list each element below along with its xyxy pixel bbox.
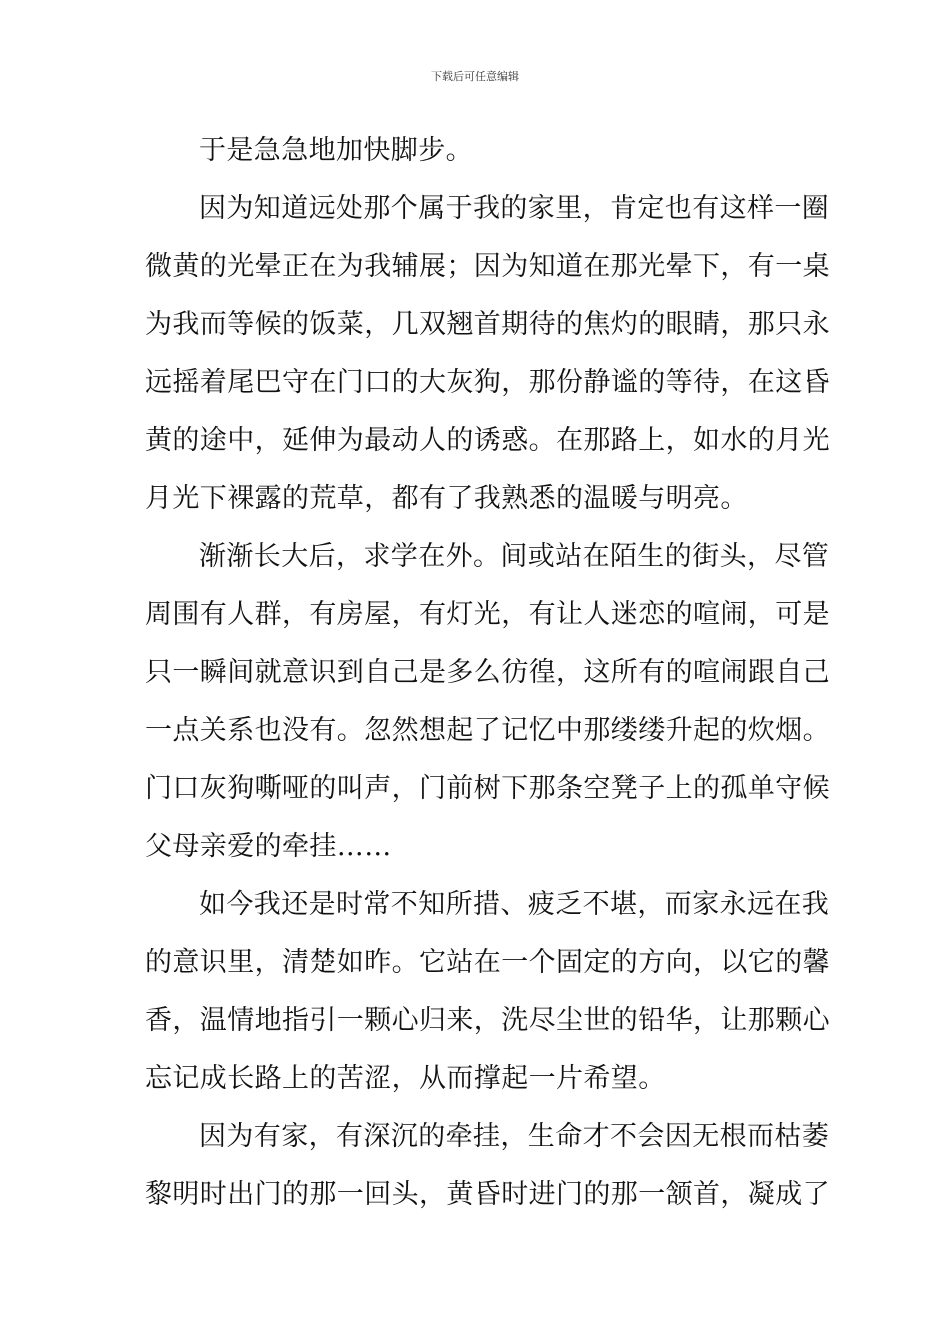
- text-line: 黄的途中，延伸为最动人的诱惑。在那路上，如水的月光: [145, 425, 830, 456]
- paragraph: [145, 528, 830, 876]
- text-line: 因为有家，有深沉的牵挂，生命才不会因无根而枯萎: [199, 1121, 830, 1152]
- text-line: 周围有人群，有房屋，有灯光，有让人迷恋的喧闹，可是: [145, 599, 830, 630]
- text-line: 父母亲爱的牵挂……: [145, 831, 392, 862]
- paragraph: [145, 876, 830, 1108]
- paragraph: [145, 180, 830, 528]
- text-line: 黎明时出门的那一回头，黄昏时进门的那一颔首，凝成了: [145, 1179, 830, 1210]
- document-body: [145, 122, 830, 1224]
- text-line: 的意识里，清楚如昨。它站在一个固定的方向，以它的馨: [145, 947, 830, 978]
- text-line: 微黄的光晕正在为我辅展；因为知道在那光晕下，有一桌: [145, 251, 830, 282]
- text-line: 只一瞬间就意识到自己是多么彷徨，这所有的喧闹跟自己: [145, 657, 830, 688]
- text-line: 月光下裸露的荒草，都有了我熟悉的温暖与明亮。: [145, 483, 748, 514]
- text-line: 门口灰狗嘶哑的叫声，门前树下那条空凳子上的孤单守候: [145, 773, 830, 804]
- text-line: 为我而等候的饭菜，几双翘首期待的焦灼的眼睛，那只永: [145, 309, 830, 340]
- text-line: 因为知道远处那个属于我的家里，肯定也有这样一圈: [199, 193, 830, 224]
- text-line: 渐渐长大后，求学在外。间或站在陌生的街头，尽管: [199, 541, 830, 572]
- header-note: 下载后可任意编辑: [431, 70, 519, 83]
- paragraph: [145, 122, 810, 180]
- paragraph: [145, 1108, 830, 1224]
- text-line: 忘记成长路上的苦涩，从而撑起一片希望。: [145, 1063, 666, 1094]
- text-line: 如今我还是时常不知所措、疲乏不堪，而家永远在我: [199, 889, 830, 920]
- text-line: 于是急急地加快脚步。: [199, 135, 473, 166]
- text-line: 一点关系也没有。忽然想起了记忆中那缕缕升起的炊烟。: [145, 715, 830, 746]
- text-line: 远摇着尾巴守在门口的大灰狗，那份静谧的等待，在这昏: [145, 367, 830, 398]
- text-line: 香，温情地指引一颗心归来，洗尽尘世的铅华，让那颗心: [145, 1005, 830, 1036]
